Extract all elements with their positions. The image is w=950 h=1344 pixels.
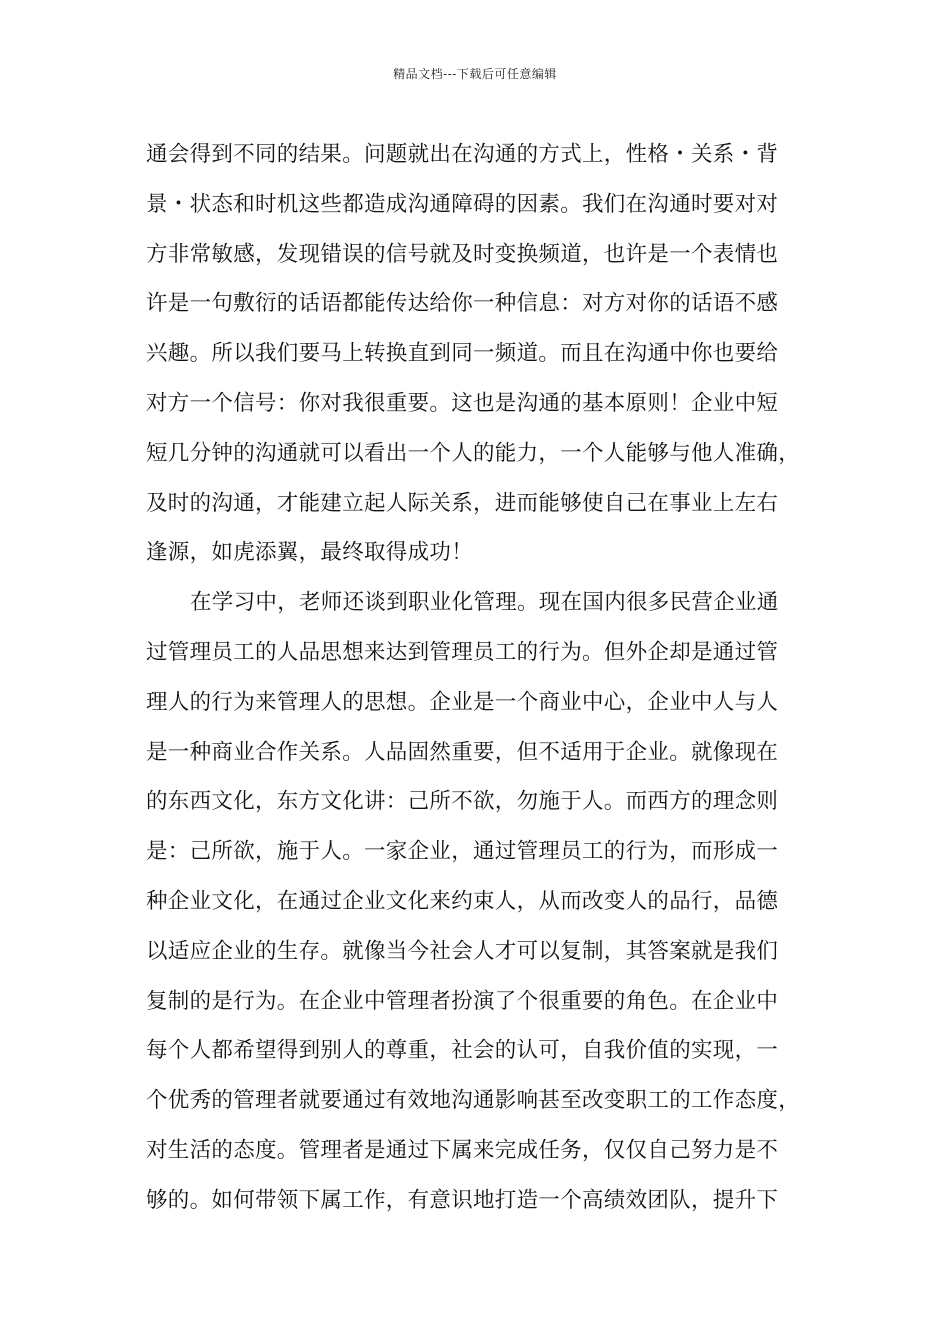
text-line: 是一种商业合作关系。人品固然重要，但不适用于企业。就像现在 — [146, 739, 779, 765]
text-line: 种企业文化，在通过企业文化来约束人，从而改变人的品行，品德 — [146, 888, 779, 914]
text-line: 兴趣。所以我们要马上转换直到同一频道。而且在沟通中你也要给 — [146, 341, 779, 367]
text-line: 方非常敏感，发现错误的信号就及时变换频道，也许是一个表情也 — [146, 241, 779, 267]
text-line-first: 在学习中，老师还谈到职业化管理。现在国内很多民营企业通 — [190, 590, 779, 616]
text-line: 景・状态和时机这些都造成沟通障碍的因素。我们在沟通时要对对 — [146, 191, 779, 217]
text-line: 的东西文化，东方文化讲：己所不欲，勿施于人。而西方的理念则 — [146, 789, 779, 815]
text-line: 逢源，如虎添翼，最终取得成功！ — [146, 540, 474, 566]
text-line: 是：己所欲，施于人。一家企业，通过管理员工的行为，而形成一 — [146, 839, 779, 865]
text-line: 通会得到不同的结果。问题就出在沟通的方式上，性格・关系・背 — [146, 142, 779, 167]
text-line: 对生活的态度。管理者是通过下属来完成任务，仅仅自己努力是不 — [146, 1137, 779, 1163]
paragraph-1 — [146, 130, 826, 578]
text-line: 理人的行为来管理人的思想。企业是一个商业中心，企业中人与人 — [146, 689, 779, 715]
document-body — [146, 130, 826, 1226]
text-line: 对方一个信号：你对我很重要。这也是沟通的基本原则！企业中短 — [146, 390, 779, 416]
text-line: 短几分钟的沟通就可以看出一个人的能力，一个人能够与他人准确， — [146, 440, 801, 466]
page-header: 精品文档---下载后可任意编辑 — [393, 67, 557, 81]
text-line: 以适应企业的生存。就像当今社会人才可以复制，其答案就是我们 — [146, 938, 779, 964]
text-line: 每个人都希望得到别人的尊重，社会的认可，自我价值的实现，一 — [146, 1038, 779, 1064]
text-line: 过管理员工的人品思想来达到管理员工的行为。但外企却是通过管 — [146, 639, 779, 665]
text-line: 个优秀的管理者就要通过有效地沟通影响甚至改变职工的工作态度， — [146, 1088, 801, 1114]
text-line: 及时的沟通，才能建立起人际关系，进而能够使自己在事业上左右 — [146, 490, 779, 516]
paragraph-2 — [146, 578, 826, 1225]
text-line: 够的。如何带领下属工作，有意识地打造一个高绩效团队，提升下 — [146, 1187, 779, 1213]
text-line: 许是一句敷衍的话语都能传达给你一种信息：对方对你的话语不感 — [146, 291, 779, 317]
text-line: 复制的是行为。在企业中管理者扮演了个很重要的角色。在企业中 — [146, 988, 779, 1014]
